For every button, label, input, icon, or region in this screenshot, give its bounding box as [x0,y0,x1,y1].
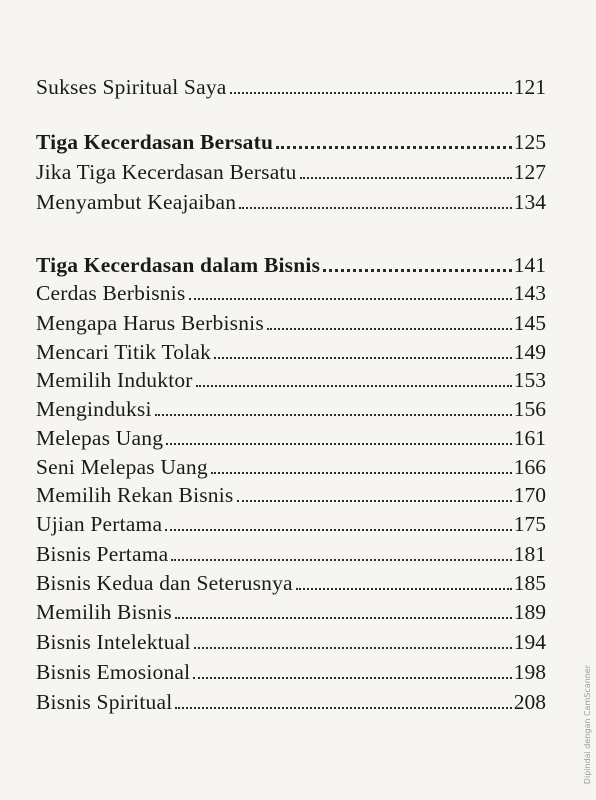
toc-entry-page: 121 [513,75,546,99]
toc-entry-page: 175 [513,512,546,536]
dot-leader [211,472,512,474]
toc-entry [36,454,546,480]
toc-entry-page: 125 [513,130,546,154]
dot-leader [323,269,512,272]
toc-entry [36,599,546,625]
dot-leader [166,443,512,445]
toc-entry-page: 153 [513,368,546,392]
toc-entry-page: 198 [513,660,546,684]
dot-leader [239,207,512,209]
toc-entry [36,189,546,215]
toc-entry-page: 181 [513,542,546,566]
toc-section-heading [36,129,546,155]
toc-entry-page: 145 [513,311,546,335]
toc-entry-page: 208 [513,690,546,714]
toc-entry-page: 149 [513,340,546,364]
toc-entry-page: 141 [513,253,546,277]
toc-entry-title: Ujian Pertama [36,512,163,536]
toc-entry-page: 194 [513,630,546,654]
toc-entry-title: Sukses Spiritual Saya [36,75,227,99]
toc-entry [36,689,546,715]
toc-entry-title: Bisnis Kedua dan Seterusnya [36,571,293,595]
toc-entry-title: Bisnis Spiritual [36,690,173,714]
toc-entry [36,629,546,655]
toc-entry-page: 185 [513,571,546,595]
dot-leader [175,707,511,709]
toc-entry [36,280,546,306]
toc-entry-page: 127 [513,160,546,184]
toc-entry-page: 134 [513,190,546,214]
toc-entry [36,367,546,393]
toc-entry [36,659,546,685]
dot-leader [196,385,512,387]
toc-entry-title: Memilih Induktor [36,368,193,392]
toc-entry-title: Jika Tiga Kecerdasan Bersatu [36,160,297,184]
toc-section-heading [36,252,546,278]
toc-entry-title: Bisnis Pertama [36,542,169,566]
dot-leader [189,298,512,300]
dot-leader [175,617,512,619]
dot-leader [214,357,512,359]
toc-entry-title: Tiga Kecerdasan dalam Bisnis [36,253,321,277]
toc-entry-title: Seni Melepas Uang [36,455,208,479]
dot-leader [193,677,511,679]
toc-entry [36,396,546,422]
dot-leader [300,177,512,179]
dot-leader [165,529,512,531]
toc-entry-title: Melepas Uang [36,426,164,450]
toc-entry [36,339,546,365]
dot-leader [267,328,512,330]
toc-entry-title: Cerdas Berbisnis [36,281,186,305]
toc-entry-page: 166 [513,455,546,479]
dot-leader [230,92,512,94]
toc-entry-page: 170 [513,483,546,507]
toc-entry-title: Bisnis Emosional [36,660,191,684]
toc-entry [36,159,546,185]
toc-entry-title: Mengapa Harus Berbisnis [36,311,264,335]
toc-entry-title: Memilih Bisnis [36,600,172,624]
dot-leader [237,500,512,502]
dot-leader [155,414,512,416]
toc-entry-title: Tiga Kecerdasan Bersatu [36,130,274,154]
toc-entry-title: Menginduksi [36,397,152,421]
toc-entry [36,541,546,567]
toc-entry-page: 143 [513,281,546,305]
toc-entry-title: Bisnis Intelektual [36,630,191,654]
toc-entry-page: 161 [513,426,546,450]
toc-entry [36,74,546,100]
scanner-watermark: Dipindai dengan CamScanner [583,665,592,785]
dot-leader [276,146,512,149]
dot-leader [171,559,511,561]
toc-entry [36,570,546,596]
toc-entry [36,310,546,336]
toc-entry [36,511,546,537]
toc-entry-page: 189 [513,600,546,624]
dot-leader [194,647,512,649]
toc-entry-page: 156 [513,397,546,421]
toc-entry [36,482,546,508]
toc-entry-title: Memilih Rekan Bisnis [36,483,234,507]
toc-entry-title: Mencari Titik Tolak [36,340,212,364]
toc-entry [36,425,546,451]
dot-leader [296,588,512,590]
toc-entry-title: Menyambut Keajaiban [36,190,237,214]
